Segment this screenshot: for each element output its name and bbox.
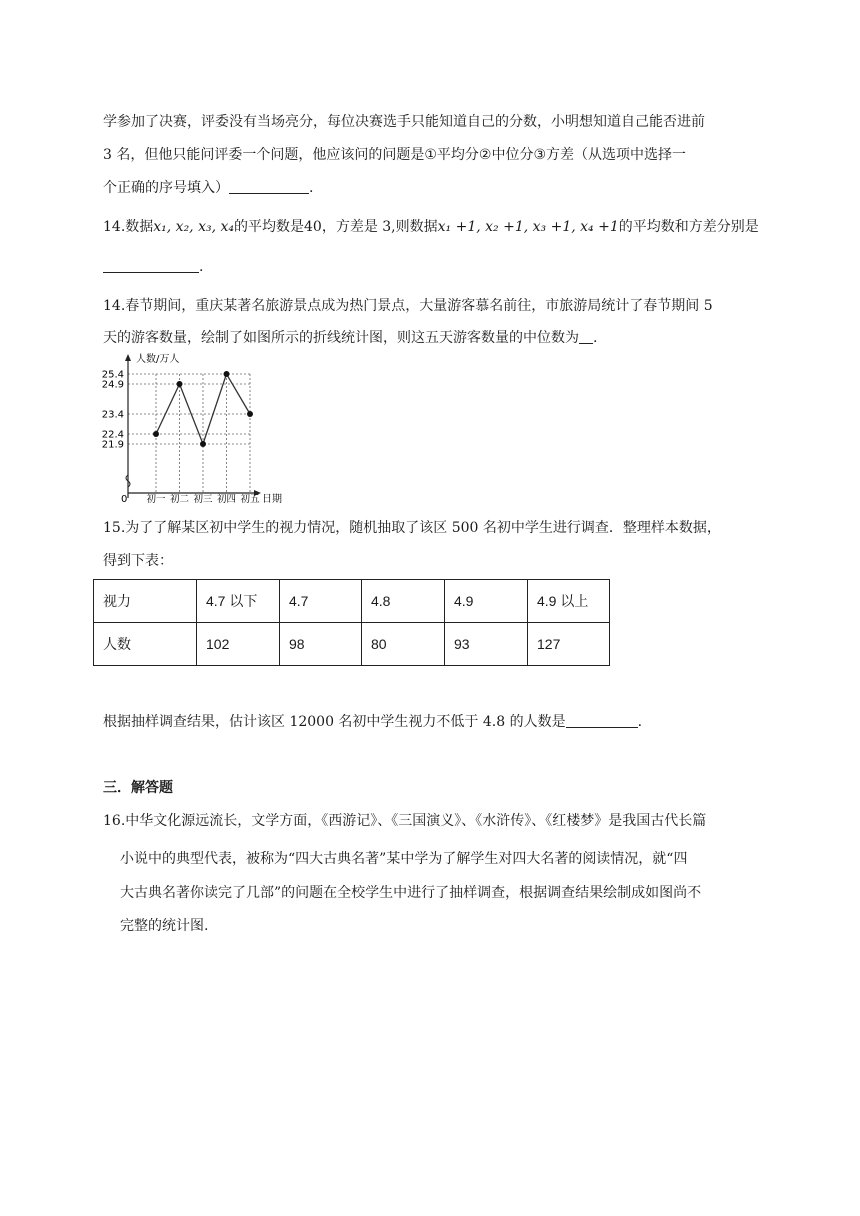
q13-line3 (103, 178, 763, 198)
vision-table (93, 579, 610, 666)
table-cell: 4.7 (280, 580, 362, 623)
q14a-mean: 40 (304, 219, 322, 235)
table-header-row (94, 580, 610, 623)
q14a-text-c: ，方差是 3,则数据 (321, 219, 438, 235)
q14b-end: . (593, 330, 598, 346)
x-tick-label: 初四 (216, 494, 237, 504)
q14a-text-b: 的平均数是 (234, 219, 304, 235)
table-cell: 4.9 (445, 580, 528, 623)
option-2-text: 中位分 (491, 147, 534, 163)
q13-line3-text: 个正确的序号填入） (103, 180, 229, 196)
option-1-text: 平均分 (436, 147, 479, 163)
table-row (94, 623, 610, 666)
q16-line3: 大古典名著你读完了几部”的问题在全校学生中进行了抽样调查，根据调查结果绘制成如图尚不 (120, 885, 702, 901)
q15-after-text: 根据抽样调查结果，估计该区 12000 名初中学生视力不低于 4.8 的人数是 (103, 714, 566, 730)
data-point (177, 381, 183, 387)
q14a-line2 (103, 257, 763, 277)
q13-line2 (103, 145, 763, 165)
table-cell: 80 (362, 623, 445, 666)
q14a-end: . (199, 259, 204, 275)
data-point (200, 441, 206, 447)
q15-after (103, 712, 763, 732)
y-tick-label: 23.4 (102, 409, 124, 421)
table-cell: 93 (445, 623, 528, 666)
q14a-line1 (103, 217, 763, 237)
series-line (156, 374, 250, 444)
chart-grid (128, 374, 252, 493)
q15-end: . (637, 714, 643, 730)
option-3-mark: ③ (533, 147, 547, 163)
origin-label: 0 (121, 494, 128, 504)
table-cell: 4.8 (362, 580, 445, 623)
table-cell: 4.7 以下 (197, 580, 280, 623)
answer-blank-13[interactable] (229, 179, 309, 194)
q15-line1: 15.为了了解某区初中学生的视力情况，随机抽取了该区 500 名初中学生进行调查．整理样本数据， (103, 520, 721, 536)
q15-line2: 得到下表： (103, 553, 173, 569)
q13-line2-text: 3 名，但他只能问评委一个问题，他应该问的问题是 (103, 147, 425, 163)
y-axis-label: 人数/万人 (136, 354, 180, 365)
q13-end: . (309, 180, 314, 196)
q14b-line2 (103, 328, 763, 348)
q14a-text-a: 数据 (125, 219, 154, 235)
x-tick-label: 初五 (240, 494, 260, 504)
q14b-line2-text: 天的游客数量，绘制了如图所示的折线统计图，则这五天游客数量的中位数为 (103, 330, 579, 346)
table-cell: 人数 (94, 623, 197, 666)
q16-line2: 小说中的典型代表，被称为“四大古典名著”某中学为了解学生对四大名著的阅读情况，就“四 (120, 851, 688, 867)
visitor-line-chart (102, 352, 292, 504)
option-3-text: 方差（从选项中选择一 (546, 147, 687, 163)
x-tick-label: 初二 (169, 494, 190, 504)
x-axis-label: 日期 (262, 494, 282, 504)
q16-line4: 完整的统计图. (120, 918, 209, 934)
q14a-number: 14. (103, 219, 126, 235)
q14a-text-d: 的平均数和方差分别是 (618, 219, 759, 235)
answer-blank-15[interactable] (566, 713, 638, 728)
answer-blank-14b[interactable] (579, 329, 593, 344)
y-tick-label: 25.4 (102, 369, 124, 381)
q14b-line1: 14.春节期间，重庆某著名旅游景点成为热门景点，大量游客慕名前往，市旅游局统计了春节期间 5 (103, 298, 713, 314)
table-cell: 98 (280, 623, 362, 666)
q13-line1: 学参加了决赛，评委没有当场亮分，每位决赛选手只能知道自己的分数，小明想知道自己能否进前 (103, 114, 705, 130)
table-cell: 4.9 以上 (528, 580, 610, 623)
table-cell: 102 (197, 623, 280, 666)
y-tick-label: 22.4 (102, 429, 124, 441)
table-cell: 127 (528, 623, 610, 666)
answer-blank-14a[interactable] (103, 258, 199, 273)
q14a-vars: x₁, x₂, x₃, x₄ (153, 219, 234, 235)
y-axis-arrow (125, 354, 131, 361)
section-title: 三．解答题 (103, 780, 173, 796)
x-tick-label: 初三 (193, 494, 213, 504)
q16-line1: 16.中华文化源远流长，文学方面，《西游记》、《三国演义》、《水浒传》、《红楼梦》是我国古代长篇 (103, 813, 707, 829)
y-tick-label: 21.9 (102, 439, 124, 451)
table-cell: 视力 (94, 580, 197, 623)
option-1-mark: ① (424, 147, 437, 163)
x-tick-label: 初一 (146, 494, 166, 504)
data-point (153, 431, 159, 437)
data-point (224, 371, 230, 377)
y-tick-label: 24.9 (102, 379, 124, 391)
q14a-vars-plus: x₁ +1, x₂ +1, x₃ +1, x₄ +1 (437, 219, 619, 235)
option-2-mark: ② (478, 147, 492, 163)
data-point (247, 411, 253, 417)
